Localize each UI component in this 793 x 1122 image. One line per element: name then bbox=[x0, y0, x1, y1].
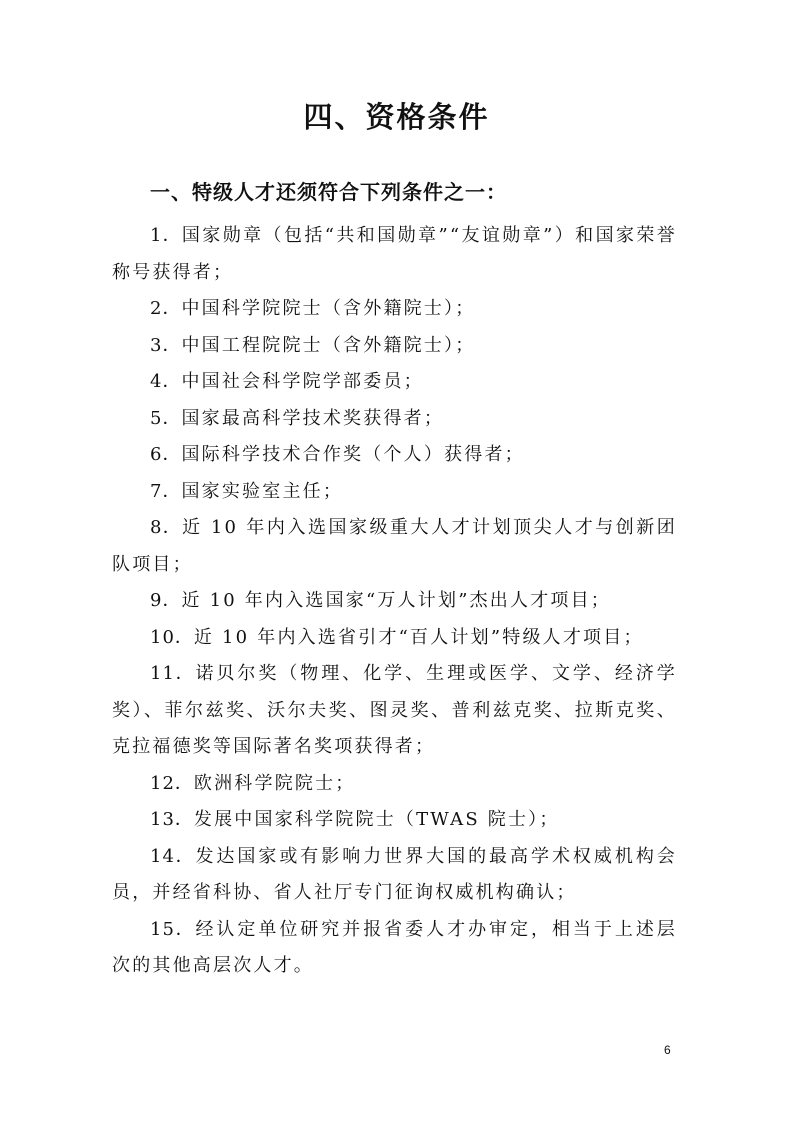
list-item bbox=[112, 620, 677, 657]
item-text: 发达国家或有影响力世界大国的最高学术权威机构会员，并经省科协、省人社厅专门征询权威机构确认； bbox=[112, 845, 677, 903]
item-number: 15． bbox=[150, 918, 196, 940]
item-number: 9． bbox=[150, 590, 182, 611]
list-item bbox=[112, 766, 677, 803]
item-number: 1． bbox=[150, 225, 182, 246]
item-text: 中国社会科学院学部委员； bbox=[181, 371, 424, 392]
list-item bbox=[112, 802, 677, 839]
list-item bbox=[112, 474, 677, 511]
item-number: 13． bbox=[150, 809, 194, 830]
list-item bbox=[112, 912, 677, 985]
item-number: 14． bbox=[150, 845, 196, 867]
item-text: 中国工程院院士（含外籍院士）； bbox=[181, 334, 476, 356]
list-item bbox=[112, 328, 677, 365]
list-item bbox=[112, 437, 677, 474]
list-item bbox=[112, 656, 677, 766]
item-text: 国家实验室主任； bbox=[181, 480, 344, 502]
item-text: 近 10 年内入选省引才“百人计划”特级人才项目； bbox=[193, 626, 644, 648]
item-text: 诺贝尔奖（物理、化学、生理或医学、文学、经济学奖）、菲尔兹奖、沃尔夫奖、图灵奖、普利兹克奖、拉斯克奖、克拉福德奖等国际著名奖项获得者； bbox=[112, 663, 677, 757]
list-item bbox=[112, 510, 677, 583]
item-number: 12． bbox=[150, 772, 194, 794]
item-text: 发展中国家科学院院士（TWAS 院士）； bbox=[193, 809, 560, 830]
item-text: 欧洲科学院院士； bbox=[193, 772, 356, 794]
page-number: 6 bbox=[664, 1043, 671, 1057]
item-number: 2． bbox=[150, 298, 182, 319]
list-item bbox=[112, 839, 677, 912]
item-text: 国际科学技术合作奖（个人）获得者； bbox=[181, 444, 525, 465]
item-text: 国家最高科学技术奖获得者； bbox=[181, 407, 445, 429]
item-text: 经认定单位研究并报省委人才办审定，相当于上述层次的其他高层次人才。 bbox=[112, 918, 677, 976]
section-heading: 一、特级人才还须符合下列条件之一： bbox=[150, 180, 507, 204]
item-number: 4． bbox=[150, 371, 182, 392]
list-item bbox=[112, 218, 677, 291]
item-text: 近 10 年内入选国家级重大人才计划顶尖人才与创新团队项目； bbox=[112, 517, 677, 575]
item-number: 6． bbox=[150, 444, 182, 465]
list-item bbox=[112, 291, 677, 328]
item-text: 国家勋章（包括“共和国勋章”“友谊勋章”）和国家荣誉称号获得者； bbox=[112, 225, 678, 283]
criteria-list bbox=[112, 218, 677, 985]
item-number: 7． bbox=[150, 480, 182, 502]
list-item bbox=[112, 583, 677, 620]
item-number: 3． bbox=[150, 334, 182, 356]
item-number: 11． bbox=[150, 663, 196, 684]
list-item bbox=[112, 401, 677, 438]
item-text: 中国科学院院士（含外籍院士）； bbox=[181, 298, 476, 319]
item-number: 10． bbox=[150, 626, 194, 648]
item-number: 8． bbox=[150, 517, 183, 538]
list-item bbox=[112, 364, 677, 401]
item-text: 近 10 年内入选国家“万人计划”杰出人才项目； bbox=[181, 590, 612, 611]
item-number: 5． bbox=[150, 407, 182, 429]
page-title: 四、资格条件 bbox=[303, 100, 490, 134]
